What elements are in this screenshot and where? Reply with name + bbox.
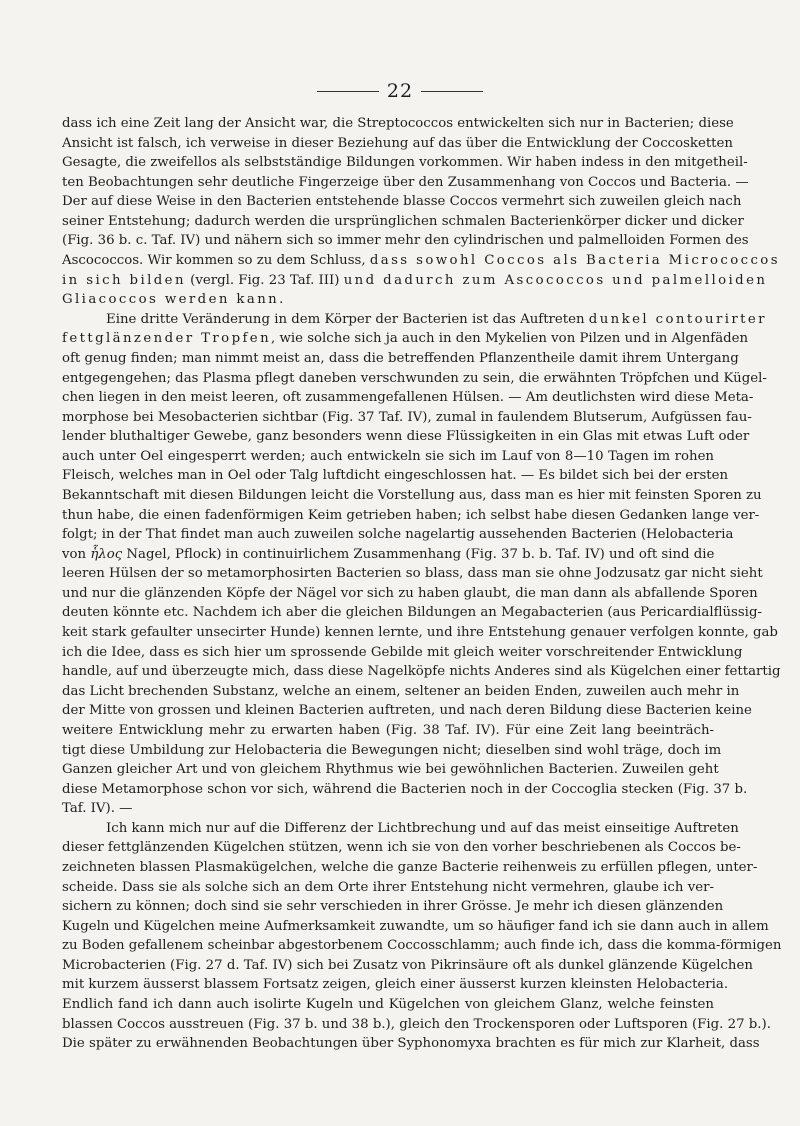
text-run: sichern zu können; doch sind sie sehr verschieden in ihrer Grösse. Je mehr ich diesen glänzenden bbox=[62, 899, 724, 915]
text-line bbox=[62, 760, 719, 780]
text-run: der Mitte von grossen und kleinen Bacterien auftreten, und nach deren Bildung diese Bacterien keine bbox=[62, 703, 752, 719]
text-line bbox=[62, 173, 749, 193]
text-line bbox=[62, 271, 768, 291]
text-run: Endlich fand ich dann auch isolirte Kugeln und Kügelchen von gleichem Glanz, welche feinsten bbox=[62, 997, 714, 1013]
text-run: handle, auf und überzeugte mich, dass diese Nagelköpfe nichts Anderes sind als Kügelchen einer fettartig bbox=[62, 664, 781, 680]
text-run: das Licht brechenden Substanz, welche an einem, seltener an beiden Enden, zuweilen auch mehr in bbox=[62, 683, 740, 699]
text-line bbox=[62, 917, 769, 937]
text-line bbox=[62, 114, 734, 134]
text-run: zu Boden gefallenem scheinbar abgestorbenem Coccosschlamm; auch finde ich, dass die komma-förmigen bbox=[62, 938, 782, 954]
header-rule-right bbox=[421, 91, 483, 92]
text-run: lender bluthaltiger Gewebe, ganz besonders wenn diese Flüssigkeiten in ein Glas mit etwas Luft oder bbox=[62, 429, 750, 445]
body-text bbox=[62, 114, 782, 1054]
text-line bbox=[62, 525, 734, 545]
text-run: keit stark gefaulter unsecirter Hunde) kennen lernte, und ihre Entstehung genauer verfolgen konnte, gab bbox=[62, 625, 778, 641]
text-line bbox=[62, 290, 714, 310]
text-line bbox=[62, 192, 742, 212]
text-run: deuten könnte etc. Nachdem ich aber die gleichen Bildungen an Megabacterien (aus Pericardialflüssig- bbox=[62, 605, 762, 621]
text-run: mit kurzem äusserst blassem Fortsatz zeigen, gleich einer äusserst kurzen kleinsten Helobacteria. bbox=[62, 977, 729, 993]
text-line bbox=[62, 584, 758, 604]
text-line bbox=[62, 447, 714, 467]
text-line bbox=[62, 506, 760, 526]
text-line bbox=[62, 643, 743, 663]
text-line bbox=[62, 1034, 760, 1054]
text-line bbox=[62, 231, 749, 251]
text-run: von bbox=[62, 546, 91, 562]
text-run: oft genug finden; man nimmt meist an, dass die betreffenden Pflanzentheile damit ihrem Untergang bbox=[62, 350, 739, 366]
header-rule-left bbox=[317, 91, 379, 92]
text-run: weitere Entwicklung mehr zu erwarten haben (Fig. 38 Taf. IV). Für eine Zeit lang beeinträch- bbox=[62, 722, 714, 738]
text-line bbox=[62, 858, 758, 878]
text-run: chen liegen in den meist leeren, oft zusammengefallenen Hülsen. — Am deutlichsten wird diese Meta- bbox=[62, 390, 754, 406]
text-run: Ansicht ist falsch, ich verweise in dieser Beziehung auf das über die Entwicklung der Coccosketten bbox=[62, 135, 733, 151]
text-run: auch unter Oel eingesperrt werden; auch entwickeln sie sich im Lauf von 8—10 Tagen im rohen bbox=[62, 448, 714, 464]
text-line bbox=[62, 486, 762, 506]
paragraph bbox=[62, 114, 780, 310]
text-line bbox=[62, 564, 763, 584]
text-line bbox=[62, 369, 767, 389]
page-number: 22 bbox=[386, 80, 414, 102]
text-run: dass ich eine Zeit lang der Ansicht war, die Streptococcos entwickelten sich nur in Bacterien; diese bbox=[62, 116, 734, 131]
paragraph bbox=[62, 819, 782, 1054]
text-run: Ich kann mich nur auf die Differenz der Lichtbrechung und auf das meist einseitige Auftreten bbox=[106, 820, 739, 836]
text-line bbox=[62, 153, 748, 173]
text-line bbox=[62, 780, 748, 800]
spaced-emphasis: dass sowohl Coccos als Bacteria Micrococcos bbox=[369, 253, 780, 269]
spaced-emphasis: und dadurch zum Ascococcos und palmelloiden bbox=[343, 272, 768, 288]
text-line bbox=[62, 603, 762, 623]
text-line bbox=[62, 466, 729, 486]
text-run: und nur die glänzenden Köpfe der Nägel vor sich zu haben glaubt, die man dann als abfallende Sporen bbox=[62, 585, 758, 601]
text-run: zeichneten blassen Plasmakügelchen, welche die ganze Bacterie reihenweis zu erfüllen pflegen, unter- bbox=[62, 859, 758, 875]
text-line bbox=[62, 408, 752, 428]
spaced-emphasis: fettglänzender Tropfen bbox=[62, 331, 272, 347]
text-run: dieser fettglänzenden Kügelchen stützen, wenn ich sie von den vorher beschriebenen als Coccos be- bbox=[62, 840, 741, 856]
text-line bbox=[62, 349, 739, 369]
text-line bbox=[62, 878, 714, 898]
page-header bbox=[0, 80, 800, 102]
text-run: seiner Entstehung; dadurch werden die ursprünglichen schmalen Bacterienkörper dicker und dicker bbox=[62, 213, 744, 229]
text-run: ich die Idee, dass es sich hier um sprossende Gebilde mit gleich weiter vorschreitender Entwicklung bbox=[62, 644, 743, 660]
text-line bbox=[62, 897, 724, 917]
text-line bbox=[62, 936, 782, 956]
text-run: Fleisch, welches man in Oel oder Talg luftdicht eingeschlossen hat. — Es bildet sich bei der ersten bbox=[62, 468, 729, 484]
text-run: diese Metamorphose schon vor sich, während die Bacterien noch in der Coccoglia stecken (Fig. 37 b. bbox=[62, 781, 748, 797]
greek-word: ἧλος bbox=[90, 546, 123, 562]
text-line bbox=[62, 545, 714, 565]
text-line bbox=[62, 741, 722, 761]
text-line bbox=[62, 956, 753, 976]
text-line bbox=[62, 388, 754, 408]
text-run: folgt; in der That findet man auch zuweilen solche nagelartig aussehenden Bacterien (Helobacteria bbox=[62, 527, 734, 543]
text-line bbox=[62, 427, 750, 447]
text-line bbox=[62, 799, 714, 819]
text-line bbox=[62, 251, 780, 271]
text-line bbox=[62, 975, 729, 995]
text-run: morphose bei Mesobacterien sichtbar (Fig. 37 Taf. IV), zumal in faulendem Blutserum, Aufgüssen fau- bbox=[62, 409, 752, 425]
text-line bbox=[62, 623, 778, 643]
text-run: thun habe, die einen fadenförmigen Keim getrieben haben; ich selbst habe diesen Gedanken lange ver- bbox=[62, 507, 760, 523]
text-line bbox=[62, 662, 781, 682]
paragraph bbox=[62, 310, 781, 819]
text-run: Der auf diese Weise in den Bacterien entstehende blasse Coccos vermehrt sich zuweilen gleich nach bbox=[62, 194, 742, 210]
text-run: Taf. IV). — bbox=[62, 801, 133, 817]
text-line bbox=[62, 701, 752, 721]
text-line bbox=[62, 838, 741, 858]
text-run: Kugeln und Kügelchen meine Aufmerksamkeit zuwandte, um so häufiger fand ich sie dann auch in allem bbox=[62, 918, 769, 934]
text-line bbox=[62, 995, 714, 1015]
text-run: Ascococcos. Wir kommen so zu dem Schluss, bbox=[62, 253, 370, 269]
text-line bbox=[62, 819, 739, 839]
text-run: (Fig. 36 b. c. Taf. IV) und nähern sich so immer mehr den cylindrischen und palmelloiden Formen des bbox=[62, 233, 749, 249]
text-line bbox=[62, 721, 714, 741]
text-run: Microbacterien (Fig. 27 d. Taf. IV) sich bei Zusatz von Pikrinsäure oft als dunkel glänzende Kügelchen bbox=[62, 957, 753, 973]
text-line bbox=[62, 310, 767, 330]
text-run: Eine dritte Veränderung in dem Körper der Bacterien ist das Auftreten bbox=[106, 311, 589, 327]
text-line bbox=[62, 1015, 771, 1035]
text-run: Die später zu erwähnenden Beobachtungen über Syphonomyxa brachten es für mich zur Klarheit, dass bbox=[62, 1036, 760, 1052]
text-line bbox=[62, 329, 749, 349]
text-run: Gesagte, die zweifellos als selbstständige Bildungen vorkommen. Wir haben indess in den mitgetheil- bbox=[62, 155, 748, 171]
text-line bbox=[62, 134, 733, 154]
text-line bbox=[62, 682, 740, 702]
text-run: Bekanntschaft mit diesen Bildungen leicht die Vorstellung aus, dass man es hier mit feinsten Sporen zu bbox=[62, 487, 762, 503]
text-run: (vergl. Fig. 23 Taf. III) bbox=[185, 272, 344, 288]
text-run: Nagel, Pflock) in continuirlichem Zusammenhang (Fig. 37 b. b. Taf. IV) und oft sind die bbox=[122, 546, 715, 562]
spaced-emphasis: in sich bilden bbox=[62, 272, 186, 288]
spaced-emphasis: dunkel contourirter bbox=[588, 311, 767, 327]
text-run: Ganzen gleicher Art und von gleichem Rhythmus wie bei gewöhnlichen Bacterien. Zuweilen geht bbox=[62, 762, 719, 778]
text-run: blassen Coccos ausstreuen (Fig. 37 b. und 38 b.), gleich den Trockensporen oder Luftsporen (Fig. 27 b.). bbox=[62, 1016, 771, 1032]
text-run: tigt diese Umbildung zur Helobacteria die Bewegungen nicht; dieselben sind wohl träge, doch im bbox=[62, 742, 722, 758]
text-run: ten Beobachtungen sehr deutliche Fingerzeige über den Zusammenhang von Coccos und Bacteria. — bbox=[62, 174, 749, 190]
text-line bbox=[62, 212, 744, 232]
text-run: scheide. Dass sie als solche sich an dem Orte ihrer Entstehung nicht vermehren, glaube ich ver- bbox=[62, 879, 714, 895]
text-run: , wie solche sich ja auch in den Mykelien von Pilzen und in Algenfäden bbox=[271, 331, 749, 347]
text-run: leeren Hülsen der so metamorphosirten Bacterien so blass, dass man sie ohne Jodzusatz gar nicht sieht bbox=[62, 566, 763, 582]
spaced-emphasis: Gliacoccos werden kann. bbox=[62, 292, 286, 308]
text-run: entgegengehen; das Plasma pflegt daneben verschwunden zu sein, die erwähnten Tröpfchen und Kügel- bbox=[62, 370, 767, 386]
